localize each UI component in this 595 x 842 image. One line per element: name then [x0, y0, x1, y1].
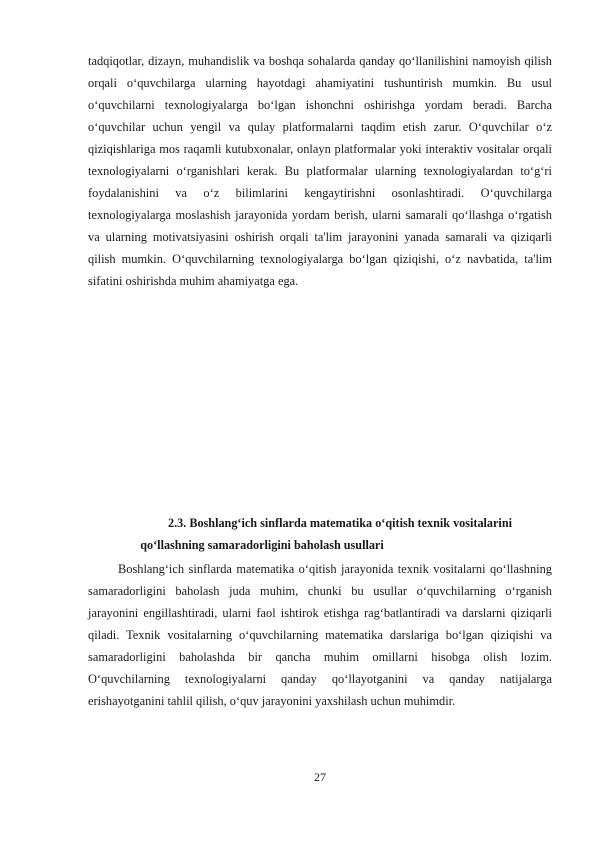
body-paragraph-1: tadqiqotlar, dizayn, muhandislik va boshqa sohalarda qanday qo‘llanilishini namoyish qilish orqali o‘quvchilarga ularning hayotdagi ahamiyatini tushuntirish mumkin. Bu usul o‘quvchilarni texnologiyalarga bo‘lgan ishonchni oshirishga yordam beradi. Barcha o‘quvchilar uchun yengil va qulay platformalarni taqdim etish zarur. O‘quvchilar o‘z qiziqishlariga mos raqamli kutubxonalar, onlayn platformalar yoki interaktiv vositalar orqali texnologiyalarni o‘rganishlari kerak. Bu platformalar ularning texnologiyalardan to‘g‘ri foydalanishini va o‘z bilimlarini kengaytirishni osonlashtiradi. O‘quvchilarga texnologiyalarga moslashish jarayonida yordam berish, ularni samarali qo‘llashga o‘rgatish va ularning motivatsiyasini oshirish orqali ta'lim jarayonini yanada samarali va qiziqarli qilish mumkin. O‘quvchilarning texnologiyalarga bo‘lgan qiziqishi, o‘z navbatida, ta'lim sifatini oshirishda muhim ahamiyatga ega.: [88, 54, 552, 288]
page-number: 27: [314, 770, 326, 784]
section-heading-line-1: 2.3. Boshlang‘ich sinflarda matematika o‘qitish texnik vositalarini: [168, 516, 512, 530]
section-heading-line-2: qo‘llashning samaradorligini baholash usullari: [140, 538, 384, 552]
body-paragraph-2: Boshlang‘ich sinflarda matematika o‘qitish jarayonida texnik vositalarni qo‘llashning samaradorligini baholash juda muhim, chunki bu usullar o‘quvchilarning o‘rganish jarayonini engillashtiradi, ularni faol ishtirok etishga rag‘batlantiradi va darslarni qiziqarli qiladi. Texnik vositalarning o‘quvchilarning matematika darslariga bo‘lgan qiziqishi va samaradorligini baholashda bir qancha muhim omillarni hisobga olish lozim. O‘quvchilarning texnologiyalarni qanday qo‘llayotganini va qanday natijalarga erishayotganini tahlil qilish, o‘quv jarayonini yaxshilash uchun muhimdir.: [88, 562, 552, 708]
